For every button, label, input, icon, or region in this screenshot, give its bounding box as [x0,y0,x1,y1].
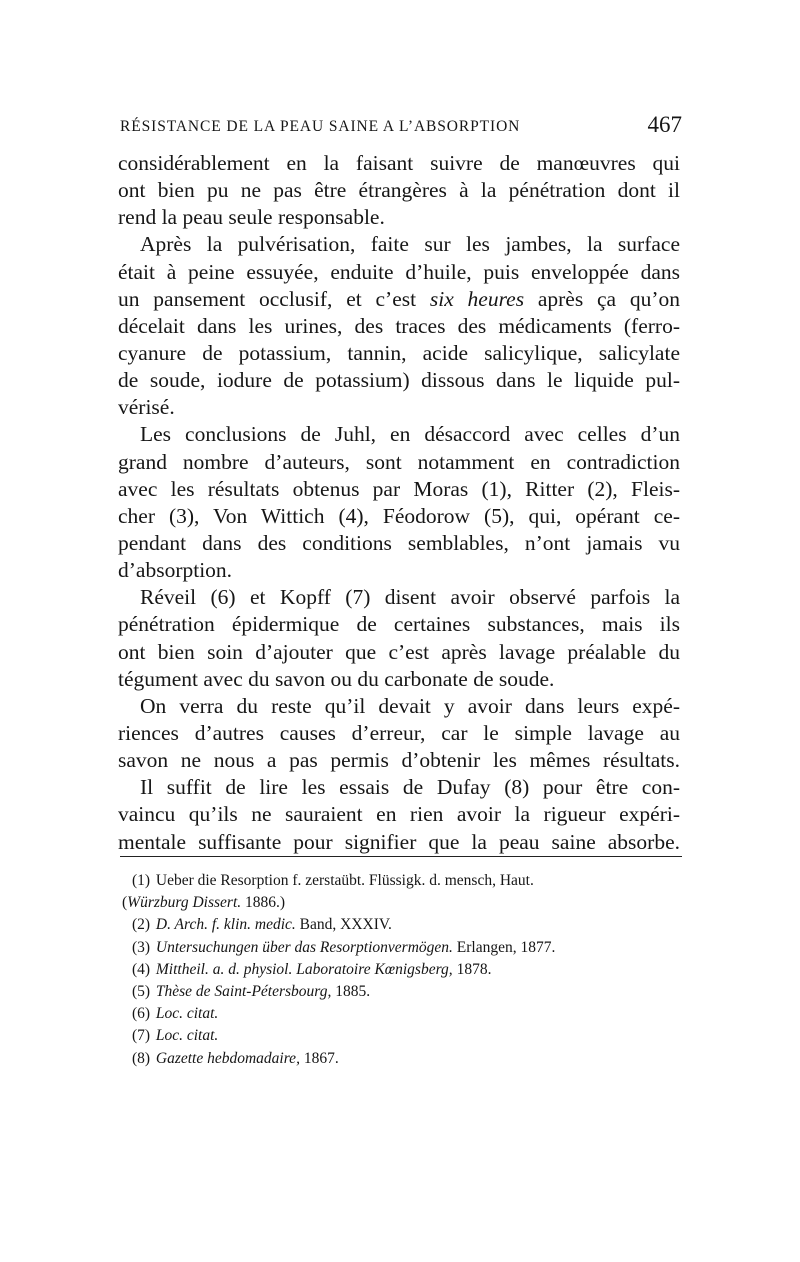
text-line: considérablement en la faisant suivre de manœuvres qui [118,151,680,175]
text-line: vaincu qu’ils ne sauraient en rien avoir la rigueur expéri- [118,802,680,827]
footnote-number: (6) [132,1005,151,1023]
text-line: Les conclusions de Juhl, en désaccord avec celles d’un [140,422,680,447]
text-line: décelait dans les urines, des traces des médicaments (ferro- [118,313,680,338]
footnote-italic: Gazette hebdomadaire, [155,1049,300,1067]
footnote-italic: D. Arch. f. klin. medic. [155,916,296,934]
text-line: était à peine essuyée, enduite d’huile, puis enveloppée dans [118,259,680,284]
footnote-number: (3) [132,938,151,956]
footnote-number: (2) [132,916,151,934]
footnote-number: (8) [132,1049,151,1067]
footnote-italic: Untersuchungen über das Resorptionvermögen. [155,938,453,956]
text-line: grand nombre d’auteurs, sont notamment en contradiction [118,449,680,474]
emphasized-text: six heures [429,286,525,311]
text-line: pénétration épidermique de certaines substances, mais ils [118,612,680,637]
page-number: 467 [647,112,682,137]
footnote-continuation [122,892,682,914]
footnote [122,937,682,959]
footnote [122,870,682,892]
footnote-text: 1886.) [241,894,286,912]
text-line: pendant dans des conditions semblables, n’ont jamais vu [118,530,680,555]
text-line: mentale suffisante pour signifier que la peau saine absorbe. [118,829,680,854]
running-title: RÉSISTANCE DE LA PEAU SAINE A L’ABSORPTION [120,118,521,135]
footnote-separator [120,856,682,857]
text-line: ont bien soin d’ajouter que c’est après lavage préalable du [118,639,680,664]
footnote-number: (5) [132,982,151,1000]
text-line: Après la pulvérisation, faite sur les jambes, la surface [140,232,680,257]
text-line: ont bien pu ne pas être étrangères à la pénétration dont il [118,178,680,203]
text-line: rend la peau seule responsable. [118,205,385,230]
footnote [122,914,682,936]
footnote-italic: Thèse de Saint-Pétersbourg, [155,982,332,1000]
text-line: Réveil (6) et Kopff (7) disent avoir observé parfois la [140,585,680,610]
footnote-italic: Loc. citat. [155,1005,219,1023]
footnote-italic: Mittheil. a. d. physiol. Laboratoire Kœnigsberg, [155,960,453,978]
footnote [122,1048,682,1070]
text-line-with-emphasis [118,286,680,313]
text-line: savon ne nous a pas permis d’obtenir les mêmes résultats. [118,748,680,773]
text-line: avec les résultats obtenus par Moras (1), Ritter (2), Fleis- [118,476,680,501]
text-line: cyanure de potassium, tannin, acide salicylique, salicylate [118,340,680,365]
footnote-text: Erlangen, 1877. [452,938,556,956]
footnote-text: Ueber die Resorption f. zerstaübt. Flüssigk. d. mensch, Haut. [155,872,534,889]
body-text [118,150,680,856]
footnote-italic: Würzburg Dissert. [127,894,242,912]
footnote [122,959,682,981]
text-line: tégument avec du savon ou du carbonate de soude. [118,666,555,691]
text-fragment: après ça qu’on [537,286,681,311]
text-line: Il suffit de lire les essais de Dufay (8) pour être con- [140,775,680,800]
footnote-number: (1) [132,872,151,889]
footnote-text: 1867. [299,1049,339,1067]
text-line: On verra du reste qu’il devait y avoir dans leurs expé- [140,693,680,718]
footnote-number: (7) [132,1027,151,1045]
footnotes [122,870,682,1070]
footnote-text: 1885. [331,982,371,1000]
footnote-text: 1878. [452,960,492,978]
footnote-text: Band, XXXIV. [295,916,392,934]
footnote [122,1025,682,1047]
footnote-italic: Loc. citat. [155,1027,219,1045]
page-header [120,114,682,144]
text-line: vérisé. [118,395,175,420]
footnote-number: (4) [132,960,151,978]
footnote [122,1003,682,1025]
text-line: de soude, iodure de potassium) dissous dans le liquide pul- [118,368,680,393]
footnote-text: ( [122,894,128,912]
text-line: cher (3), Von Wittich (4), Féodorow (5), qui, opérant ce- [118,503,680,528]
text-fragment: un pansement occlusif, et c’est [118,286,417,311]
text-line: riences d’autres causes d’erreur, car le simple lavage au [118,720,680,745]
footnote [122,981,682,1003]
text-line: d’absorption. [118,558,233,583]
